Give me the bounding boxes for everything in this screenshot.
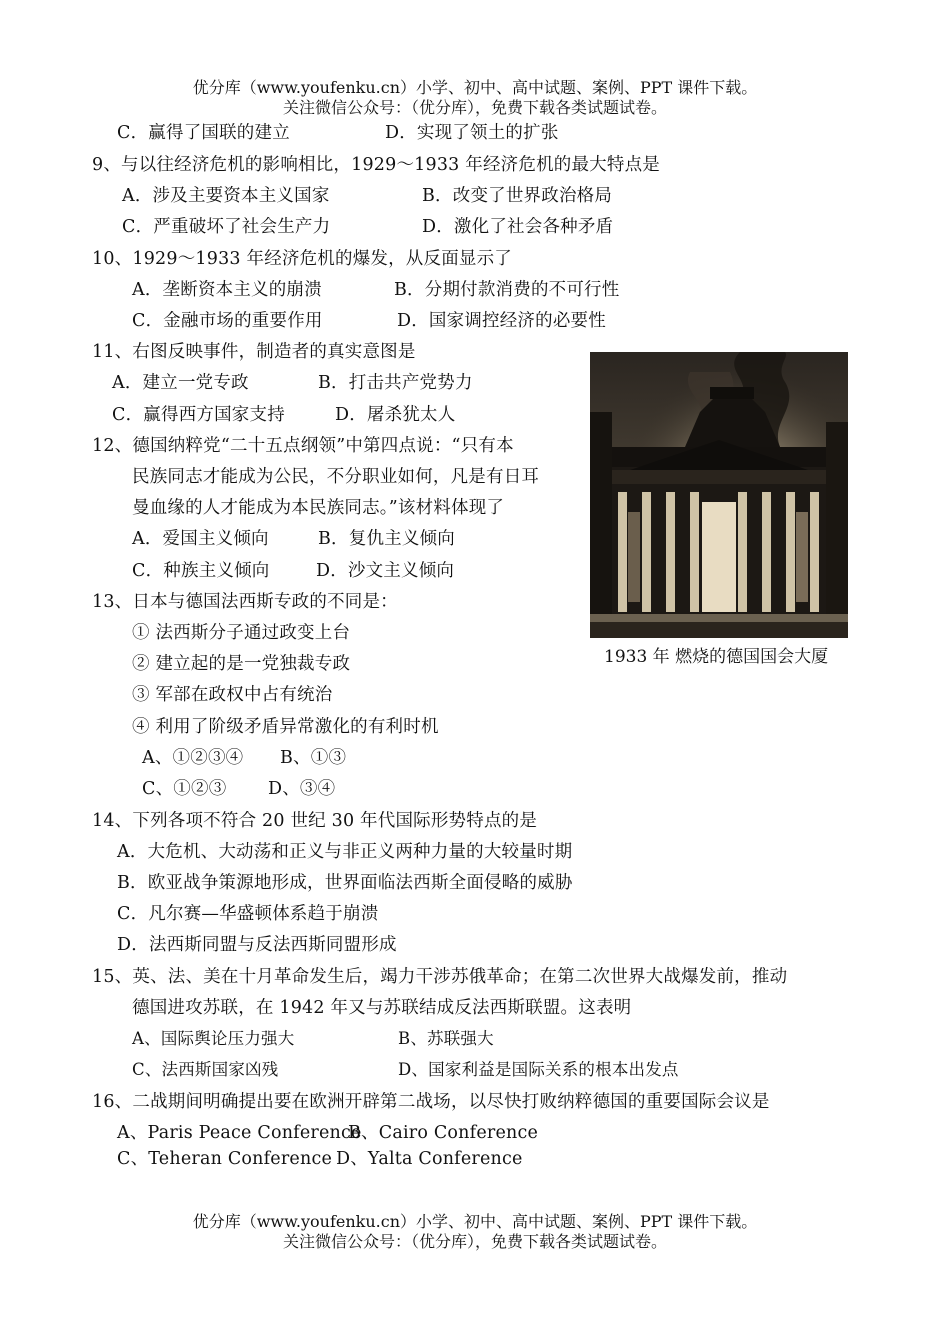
burning-reichstag-photo xyxy=(590,352,848,638)
q9-option-c: C．严重破坏了社会生产力 xyxy=(122,217,331,237)
q12-stem-line2: 民族同志才能成为公民，不分职业如何，凡是有日耳 xyxy=(132,467,540,487)
q9-option-b: B．改变了世界政治格局 xyxy=(422,186,613,206)
q9-option-d: D．激化了社会各种矛盾 xyxy=(422,217,614,237)
q13-item-2: ② 建立起的是一党独裁专政 xyxy=(132,654,351,674)
q15-option-c: C、法西斯国家凶残 xyxy=(132,1060,279,1079)
q13-option-d: D、③④ xyxy=(268,779,336,799)
q10-option-a: A．垄断资本主义的崩溃 xyxy=(132,280,322,300)
q13-stem: 13、日本与德国法西斯专政的不同是： xyxy=(92,592,398,612)
q10-option-b: B．分期付款消费的不可行性 xyxy=(394,280,620,300)
q13-option-b: B、①③ xyxy=(280,748,347,768)
q16-stem: 16、二战期间明确提出要在欧洲开辟第二战场，以尽快打败纳粹德国的重要国际会议是 xyxy=(92,1092,770,1112)
q9-option-a: A．涉及主要资本主义国家 xyxy=(122,186,330,206)
q12-option-a: A．爱国主义倾向 xyxy=(132,529,269,549)
q16-option-b: B、Cairo Conference xyxy=(348,1123,539,1143)
q16-option-d: D、Yalta Conference xyxy=(336,1149,523,1169)
q11-stem: 11、右图反映事件，制造者的真实意图是 xyxy=(92,342,416,362)
q12-stem-line1: 12、德国纳粹党“二十五点纲领”中第四点说：“只有本 xyxy=(92,436,514,456)
q15-stem-line1: 15、英、法、美在十月革命发生后，竭力干涉苏俄革命；在第二次世界大战爆发前，推动 xyxy=(92,967,788,987)
q13-option-c: C、①②③ xyxy=(142,779,227,799)
q15-option-d: D、国家利益是国际关系的根本出发点 xyxy=(398,1060,679,1079)
q10-stem: 10、1929～1933 年经济危机的爆发，从反面显示了 xyxy=(92,249,513,269)
q15-stem-line2: 德国进攻苏联，在 1942 年又与苏联结成反法西斯联盟。这表明 xyxy=(132,998,632,1018)
q9-stem: 9、与以往经济危机的影响相比，1929～1933 年经济危机的最大特点是 xyxy=(92,155,660,175)
page-footer-line2: 关注微信公众号：（优分库），免费下载各类试题试卷。 xyxy=(282,1232,667,1251)
q13-item-3: ③ 军部在政权中占有统治 xyxy=(132,685,333,705)
q10-option-d: D．国家调控经济的必要性 xyxy=(397,311,606,331)
q15-option-a: A、国际舆论压力强大 xyxy=(132,1029,295,1048)
q11-option-c: C．赢得西方国家支持 xyxy=(112,405,285,425)
page-header-line1: 优分库（www.youfenku.cn）小学、初中、高中试题、案例、PPT 课件下载。 xyxy=(192,78,758,97)
q15-option-b: B、苏联强大 xyxy=(398,1029,494,1048)
q12-stem-line3: 曼血缘的人才能成为本民族同志。”该材料体现了 xyxy=(132,498,505,518)
q10-option-c: C．金融市场的重要作用 xyxy=(132,311,323,331)
q13-item-4: ④ 利用了阶级矛盾异常激化的有利时机 xyxy=(132,717,439,737)
q12-option-c: C．种族主义倾向 xyxy=(132,561,270,581)
q13-option-a: A、①②③④ xyxy=(142,748,244,768)
q14-option-c: C．凡尔赛—华盛顿体系趋于崩溃 xyxy=(117,904,379,924)
q16-option-c: C、Teheran Conference xyxy=(117,1149,332,1169)
q12-option-d: D．沙文主义倾向 xyxy=(316,561,455,581)
q12-option-b: B．复仇主义倾向 xyxy=(318,529,455,549)
q14-option-a: A．大危机、大动荡和正义与非正义两种力量的大较量时期 xyxy=(117,842,573,862)
q11-option-a: A．建立一党专政 xyxy=(112,373,249,393)
q14-option-b: B．欧亚战争策源地形成，世界面临法西斯全面侵略的威胁 xyxy=(117,873,573,893)
q11-option-b: B．打击共产党势力 xyxy=(318,373,473,393)
page-footer-line1: 优分库（www.youfenku.cn）小学、初中、高中试题、案例、PPT 课件下载。 xyxy=(192,1212,758,1231)
q16-option-a: A、Paris Peace Conference xyxy=(117,1123,362,1143)
photo-caption: 1933 年 燃烧的德国国会大厦 xyxy=(604,647,829,667)
q14-option-d: D．法西斯同盟与反法西斯同盟形成 xyxy=(117,935,397,955)
q11-option-d: D．屠杀犹太人 xyxy=(335,405,456,425)
q14-stem: 14、下列各项不符合 20 世纪 30 年代国际形势特点的是 xyxy=(92,811,538,831)
q8-option-d: D．实现了领土的扩张 xyxy=(385,123,559,143)
page-header-line2: 关注微信公众号：（优分库），免费下载各类试题试卷。 xyxy=(282,98,667,117)
q13-item-1: ① 法西斯分子通过政变上台 xyxy=(132,623,351,643)
q8-option-c: C．赢得了国联的建立 xyxy=(117,123,290,143)
